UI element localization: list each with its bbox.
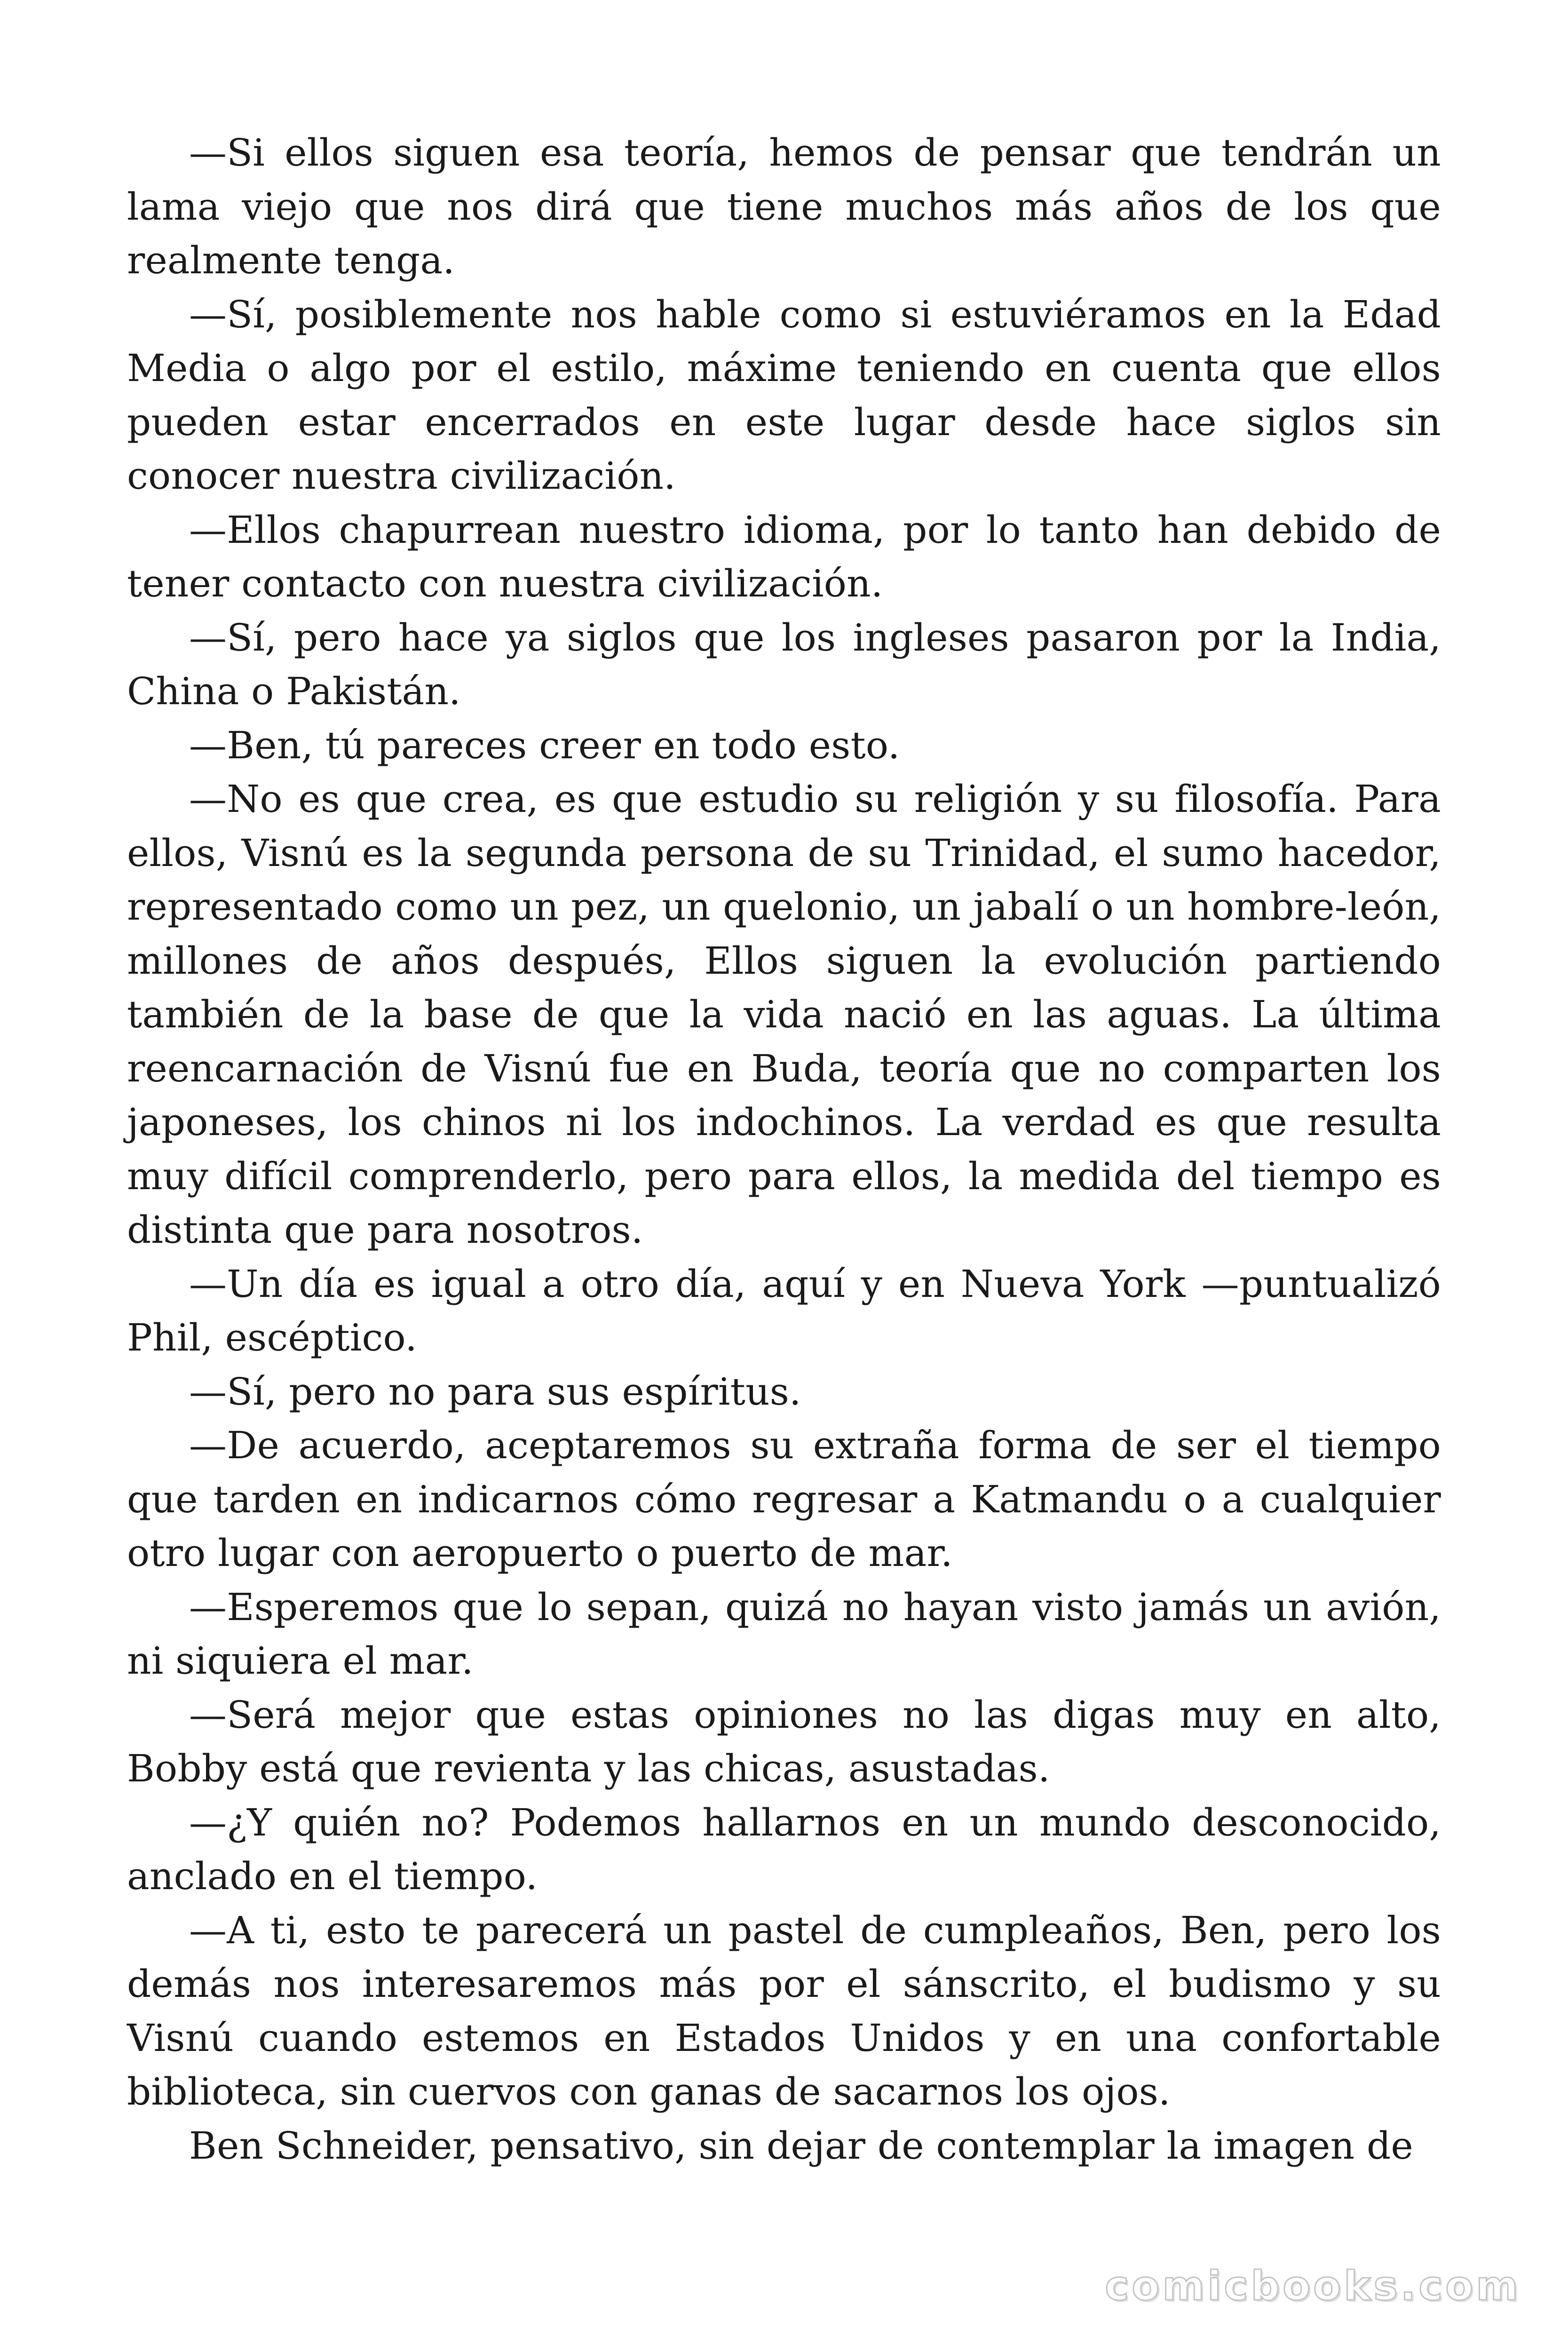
paragraph: —Si ellos siguen esa teoría, hemos de pensar que tendrán un lama viejo que nos dirá que tiene muchos más años de los que realmente tenga. [127,131,1441,282]
paragraph: Ben Schneider, pensativo, sin dejar de contemplar la imagen de [189,2123,1413,2168]
paragraph: —Sí, pero hace ya siglos que los ingleses pasaron por la India, China o Pakistán. [127,615,1441,713]
paragraph: —Un día es igual a otro día, aquí y en Nueva York —puntualizó Phil, escéptico. [127,1262,1441,1359]
paragraph: —¿Y quién no? Podemos hallarnos en un mundo desconocido, anclado en el tiempo. [127,1800,1441,1898]
watermark: comicbooks.com [1105,2263,1521,2310]
paragraph: —Ellos chapurrean nuestro idioma, por lo tanto han debido de tener contacto con nuestra civilización. [127,508,1441,605]
paragraph: —De acuerdo, aceptaremos su extraña forma de ser el tiempo que tarden en indicarnos cómo regresar a Katmandu o a cualquier otro lugar con aeropuerto o puerto de mar. [127,1423,1441,1575]
paragraph: —Ben, tú pareces creer en todo esto. [189,723,900,767]
paragraph: —Será mejor que estas opiniones no las digas muy en alto, Bobby está que revienta y las chicas, asustadas. [127,1692,1441,1790]
page-body [127,126,1441,2173]
paragraph: —A ti, esto te parecerá un pastel de cumpleaños, Ben, pero los demás nos interesaremos más por el sánscrito, el budismo y su Visnú cuando estemos en Estados Unidos y en una confortable biblioteca, sin cuervos con ganas de sacarnos los ojos. [127,1908,1441,2114]
paragraph: —Sí, pero no para sus espíritus. [189,1369,801,1414]
paragraph: —Esperemos que lo sepan, quizá no hayan visto jamás un avión, ni siquiera el mar. [127,1585,1441,1683]
paragraph: —Sí, posiblemente nos hable como si estuviéramos en la Edad Media o algo por el estilo, máxime teniendo en cuenta que ellos pueden estar encerrados en este lugar desde hace siglos sin conocer nuestra civilización. [127,292,1441,498]
paragraph: —No es que crea, es que estudio su religión y su filosofía. Para ellos, Visnú es la segunda persona de su Trinidad, el sumo hacedor, representado como un pez, un quelonio, un jabalí o un hombre-león, millones de años después, Ellos siguen la evolución partiendo también de la base de que la vida nació en las aguas. La última reencarnación de Visnú fue en Buda, teoría que no comparten los japoneses, los chinos ni los indochinos. La verdad es que resulta muy difícil comprenderlo, pero para ellos, la medida del tiempo es distinta que para nosotros. [127,777,1441,1252]
